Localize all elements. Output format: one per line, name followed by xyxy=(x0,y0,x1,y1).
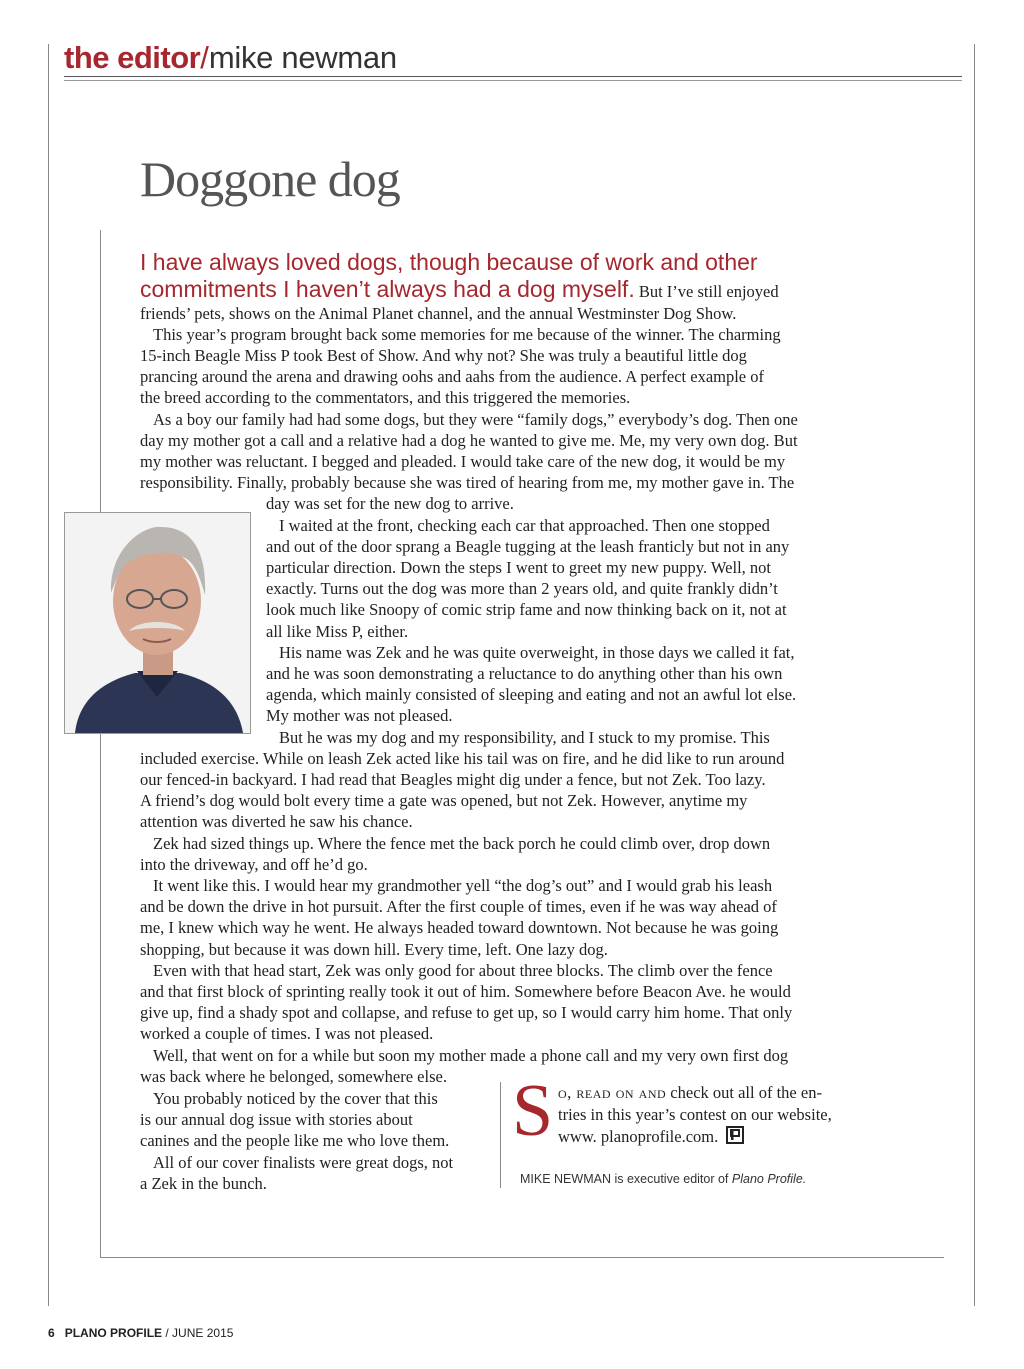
body-line: give up, find a shady spot and collapse, and refuse to get up, so I would carry him home. That only xyxy=(140,1003,793,1022)
body-line: particular direction. Down the steps I went to greet my new puppy. Well, not xyxy=(266,558,772,577)
body-line: You probably noticed by the cover that this xyxy=(153,1089,438,1108)
body-line: But he was my dog and my responsibility, and I stuck to my promise. This xyxy=(279,728,770,747)
body-line: attention was diverted he saw his chance. xyxy=(140,812,413,831)
bio-middle: is executive editor of xyxy=(610,1172,732,1186)
frame-left-rule xyxy=(48,44,49,1306)
closing-line-2: tries in this year’s contest on our website, xyxy=(558,1105,832,1124)
body-line: responsibility. Finally, probably because she was tired of hearing from me, my mother gave in. The xyxy=(140,473,795,492)
author-photo xyxy=(64,512,251,734)
website-link[interactable]: www. planoprofile.com. xyxy=(558,1127,719,1146)
body-line: day was set for the new dog to arrive. xyxy=(266,494,514,513)
article-bottom-rule xyxy=(100,1257,944,1258)
body-line: prancing around the arena and drawing oohs and aahs from the audience. A perfect example of xyxy=(140,367,765,386)
drop-cap: S xyxy=(512,1070,554,1152)
lede-line-2 xyxy=(140,276,779,303)
body-line: all like Miss P, either. xyxy=(266,622,409,641)
body-line: our fenced-in backyard. I had read that Beagles might dig under a fence, but not Zek. Too lazy. xyxy=(140,770,766,789)
body-line: My mother was not pleased. xyxy=(266,706,453,725)
body-line: 15-inch Beagle Miss P took Best of Show. And why not? She was truly a beautiful little dog xyxy=(140,346,747,365)
closing-smallcaps: o, read on and xyxy=(558,1083,667,1102)
article-left-rule xyxy=(100,230,101,1258)
lede-line-2-text: commitments I haven’t always had a dog myself. xyxy=(140,276,635,302)
page-footer xyxy=(48,1326,233,1340)
body-line: and out of the door sprang a Beagle tugging at the leash franticly but not in any xyxy=(266,537,790,556)
bio-name: MIKE NEWMAN xyxy=(520,1172,611,1186)
body-line: Even with that head start, Zek was only good for about three blocks. The climb over the fence xyxy=(153,961,773,980)
body-line: friends’ pets, shows on the Animal Planet channel, and the annual Westminster Dog Show. xyxy=(140,304,737,323)
lede-line-1: I have always loved dogs, though because of work and other xyxy=(140,249,758,275)
body-line: All of our cover finalists were great dogs, not xyxy=(153,1153,454,1172)
author-portrait-illustration xyxy=(65,513,250,733)
frame-right-rule xyxy=(974,44,975,1306)
body-line: and that first block of sprinting really took it out of him. Somewhere before Beacon Ave. he would xyxy=(140,982,791,1001)
author-bio xyxy=(520,1172,806,1186)
page-title: Doggone dog xyxy=(140,151,400,207)
end-mark-icon xyxy=(726,1126,744,1144)
bio-publication: Plano Profile. xyxy=(731,1172,807,1186)
body-line: Zek had sized things up. Where the fence met the back porch he could climb over, drop down xyxy=(153,834,771,853)
body-line: A friend’s dog would bolt every time a gate was opened, but not Zek. However, anytime my xyxy=(140,791,748,810)
body-line: shopping, but because it was down hill. Every time, left. One lazy dog. xyxy=(140,940,608,959)
body-line: me, I knew which way he went. He always headed toward downtown. Not because he was going xyxy=(140,918,779,937)
closing-line-1 xyxy=(558,1082,822,1103)
body-line: exactly. Turns out the dog was more than 2 years old, and quite frankly didn’t xyxy=(266,579,778,598)
body-line: into the driveway, and off he’d go. xyxy=(140,855,368,874)
lede-line-2-tail: But I’ve still enjoyed xyxy=(634,282,779,301)
header-slash: / xyxy=(200,40,209,75)
header-rule xyxy=(64,76,962,77)
body-line: a Zek in the bunch. xyxy=(140,1174,267,1193)
body-line: His name was Zek and he was quite overweight, in those days we called it fat, xyxy=(279,643,795,662)
body-line: As a boy our family had had some dogs, but they were “family dogs,” everybody’s dog. Then one xyxy=(153,410,798,429)
section-label: the editor xyxy=(64,40,201,75)
body-line: my mother was reluctant. I begged and pleaded. I would take care of the new dog, it would be my xyxy=(140,452,786,471)
body-line: the breed according to the commentators, and this triggered the memories. xyxy=(140,388,631,407)
body-line: is our annual dog issue with stories about xyxy=(140,1110,413,1129)
page-number: 6 xyxy=(48,1326,55,1340)
closing-column-divider xyxy=(500,1082,501,1188)
body-line: included exercise. While on leash Zek acted like his tail was on fire, and he did like to run around xyxy=(140,749,785,768)
body-line: and he was soon demonstrating a reluctance to do anything other than his own xyxy=(266,664,783,683)
body-line: agenda, which mainly consisted of sleeping and eating and not an awful lot else. xyxy=(266,685,797,704)
body-line: This year’s program brought back some memories for me because of the winner. The charming xyxy=(153,325,781,344)
body-line: Well, that went on for a while but soon my mother made a phone call and my very own first dog xyxy=(153,1046,789,1065)
body-line: I waited at the front, checking each car that approached. Then one stopped xyxy=(279,516,770,535)
body-line: It went like this. I would hear my grandmother yell “the dog’s out” and I would grab his leash xyxy=(153,876,773,895)
body-line: look much like Snoopy of comic strip fame and now thinking back on it, not at xyxy=(266,600,787,619)
body-line: and be down the drive in hot pursuit. After the first couple of times, even if he was way ahead of xyxy=(140,897,777,916)
column-author: mike newman xyxy=(208,40,397,75)
body-line: was back where he belonged, somewhere else. xyxy=(140,1067,447,1086)
body-line: day my mother got a call and a relative had a dog he wanted to give me. Me, my very own dog. But xyxy=(140,431,798,450)
footer-magazine: PLANO PROFILE xyxy=(64,1326,163,1340)
header-rule-secondary xyxy=(64,80,962,81)
body-line: worked a couple of times. I was not pleased. xyxy=(140,1024,434,1043)
body-line: canines and the people like me who love them. xyxy=(140,1131,450,1150)
footer-date: / JUNE 2015 xyxy=(162,1326,234,1340)
closing-line-3 xyxy=(558,1126,744,1147)
column-header xyxy=(64,40,397,78)
closing-line-1-rest: check out all of the en- xyxy=(666,1083,822,1102)
